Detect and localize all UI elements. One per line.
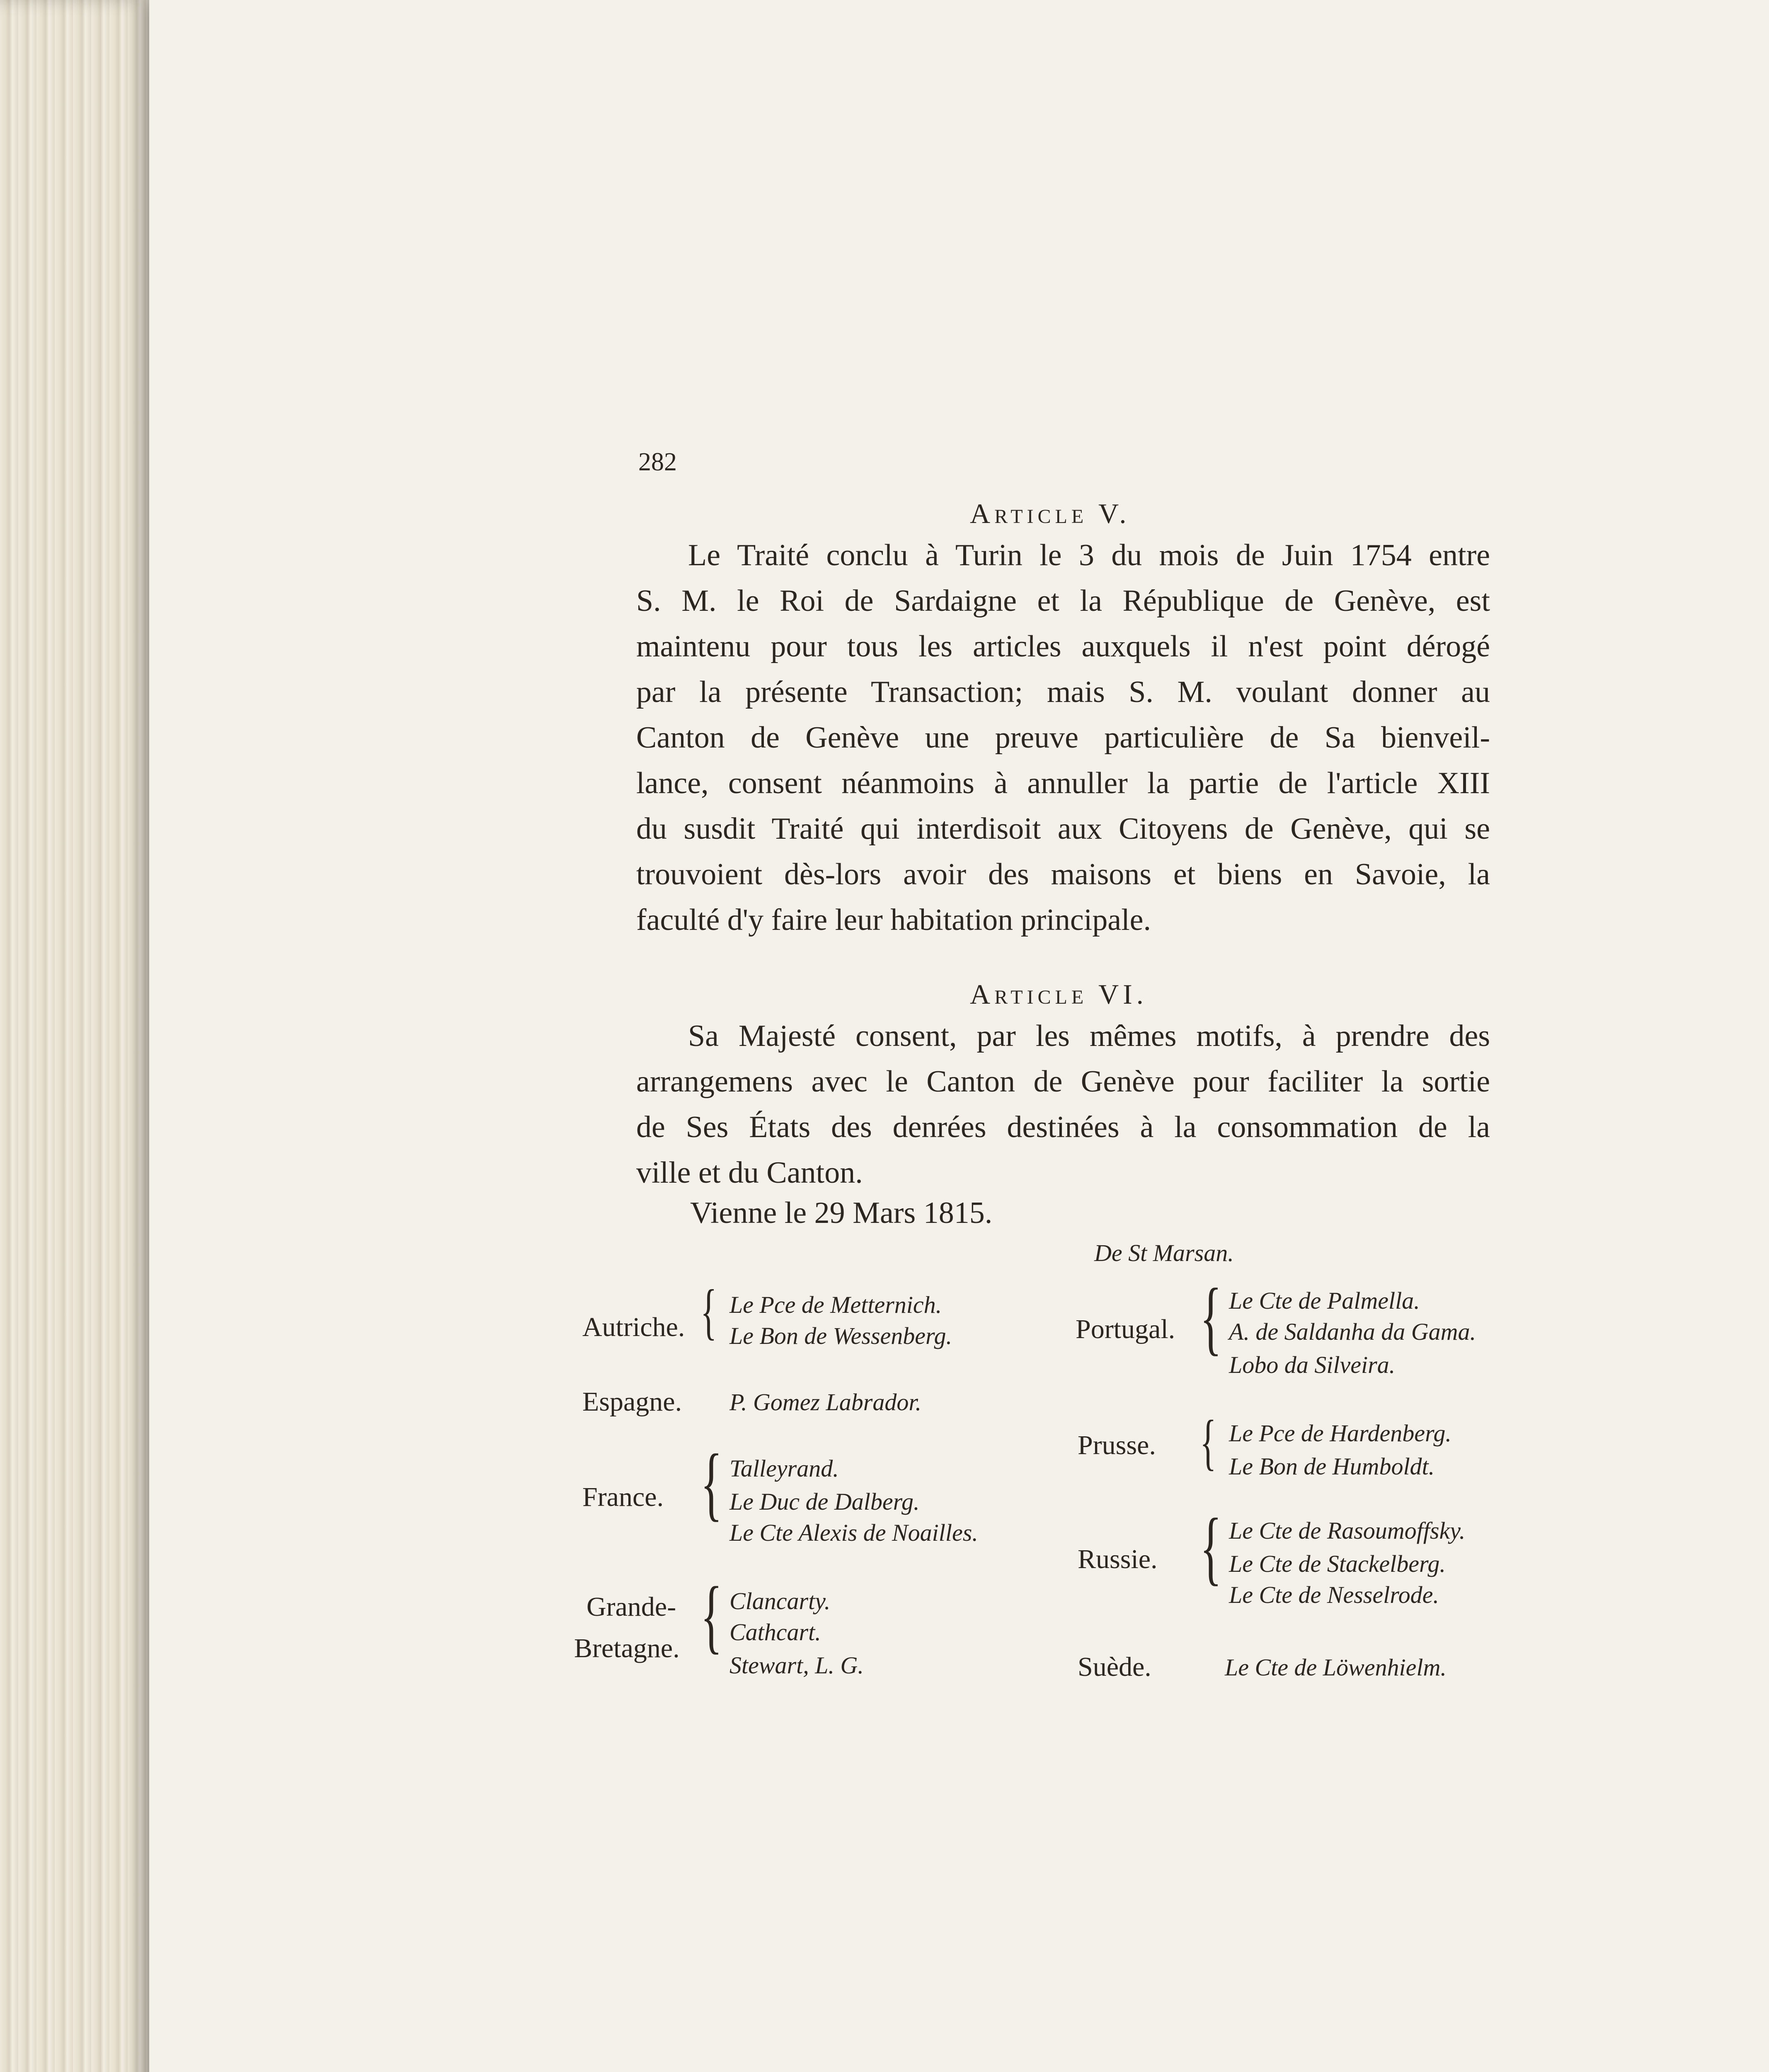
- text-line: ville et du Canton.: [636, 1156, 863, 1190]
- signatory-name: Lobo da Silveira.: [1229, 1351, 1396, 1378]
- signatory-name: Le Cte de Palmella.: [1229, 1287, 1420, 1314]
- text-line: Le Traité conclu à Turin le 3 du mois de Juin 1754 entre: [688, 538, 1490, 572]
- text-line: par la présente Transaction; mais S. M. voulant donner au: [636, 675, 1490, 709]
- signatory-name: Le Pce de Hardenberg.: [1229, 1420, 1452, 1447]
- signatory-name: Le Cte de Stackelberg.: [1229, 1550, 1446, 1577]
- country-spain: Espagne.: [582, 1387, 682, 1417]
- article-6-heading: Article VI.: [970, 978, 1148, 1010]
- country-russia: Russie.: [1078, 1544, 1158, 1574]
- signatory-name: Clancarty.: [729, 1588, 831, 1615]
- text-line: de Ses États des denrées destinées à la consommation de la: [636, 1110, 1490, 1144]
- text-line: maintenu pour tous les articles auxquels il n'est point dérogé: [636, 629, 1490, 663]
- brace: {: [700, 1570, 722, 1662]
- article-5-text: [636, 533, 1490, 943]
- country-sweden: Suède.: [1078, 1652, 1151, 1682]
- signatory-name: A. de Saldanha da Gama.: [1229, 1318, 1476, 1345]
- text-line: Sa Majesté consent, par les mêmes motifs, à prendre des: [688, 1019, 1490, 1053]
- signatory-name: Stewart, L. G.: [729, 1652, 864, 1679]
- text-line: S. M. le Roi de Sardaigne et la République de Genève, est: [636, 584, 1490, 618]
- signatory-name: Le Duc de Dalberg.: [729, 1488, 920, 1515]
- signatory-name: Le Cte de Rasoumoffsky.: [1229, 1517, 1466, 1544]
- brace: {: [700, 1277, 717, 1346]
- brace: {: [1200, 1408, 1216, 1477]
- text-line: arrangemens avec le Canton de Genève pour faciliter la sortie: [636, 1065, 1490, 1099]
- signature-sardinia: De St Marsan.: [1094, 1239, 1234, 1266]
- country-great-britain: Grande-: [586, 1592, 676, 1622]
- brace: {: [1200, 1502, 1222, 1593]
- page-number: 282: [638, 448, 677, 476]
- text-line: Canton de Genève une preuve particulière de Sa bienveil-: [636, 721, 1490, 755]
- country-prussia: Prusse.: [1078, 1430, 1156, 1460]
- signatory-name: Cathcart.: [729, 1619, 821, 1646]
- country-portugal: Portugal.: [1076, 1314, 1175, 1344]
- brace: {: [700, 1438, 722, 1529]
- text-line: trouvoient dès-lors avoir des maisons et biens en Savoie, la: [636, 857, 1490, 891]
- date-line: Vienne le 29 Mars 1815.: [690, 1196, 993, 1230]
- country-austria: Autriche.: [582, 1312, 685, 1342]
- signatory-name: Le Cte de Löwenhielm.: [1225, 1654, 1447, 1681]
- text-line: faculté d'y faire leur habitation principale.: [636, 903, 1151, 937]
- signatory-name: Le Cte Alexis de Noailles.: [729, 1519, 978, 1546]
- signatory-name: Le Cte de Nesselrode.: [1229, 1581, 1439, 1608]
- page-stack-edges: [0, 0, 174, 2072]
- signatory-name: Le Bon de Humboldt.: [1229, 1453, 1435, 1480]
- signatory-name: P. Gomez Labrador.: [729, 1389, 922, 1416]
- text-line: lance, consent néanmoins à annuller la partie de l'article XIII: [636, 766, 1490, 800]
- country-france: France.: [582, 1482, 664, 1512]
- signatory-name: Talleyrand.: [729, 1455, 839, 1482]
- signatory-name: Le Bon de Wessenberg.: [729, 1322, 952, 1349]
- article-6-text: [636, 1013, 1490, 1196]
- country-great-britain-cont: Bretagne.: [574, 1633, 680, 1663]
- text-line: du susdit Traité qui interdisoit aux Citoyens de Genève, qui se: [636, 812, 1490, 846]
- signatory-name: Le Pce de Metternich.: [729, 1291, 942, 1318]
- article-5-heading: Article V.: [970, 498, 1131, 529]
- brace: {: [1200, 1272, 1222, 1363]
